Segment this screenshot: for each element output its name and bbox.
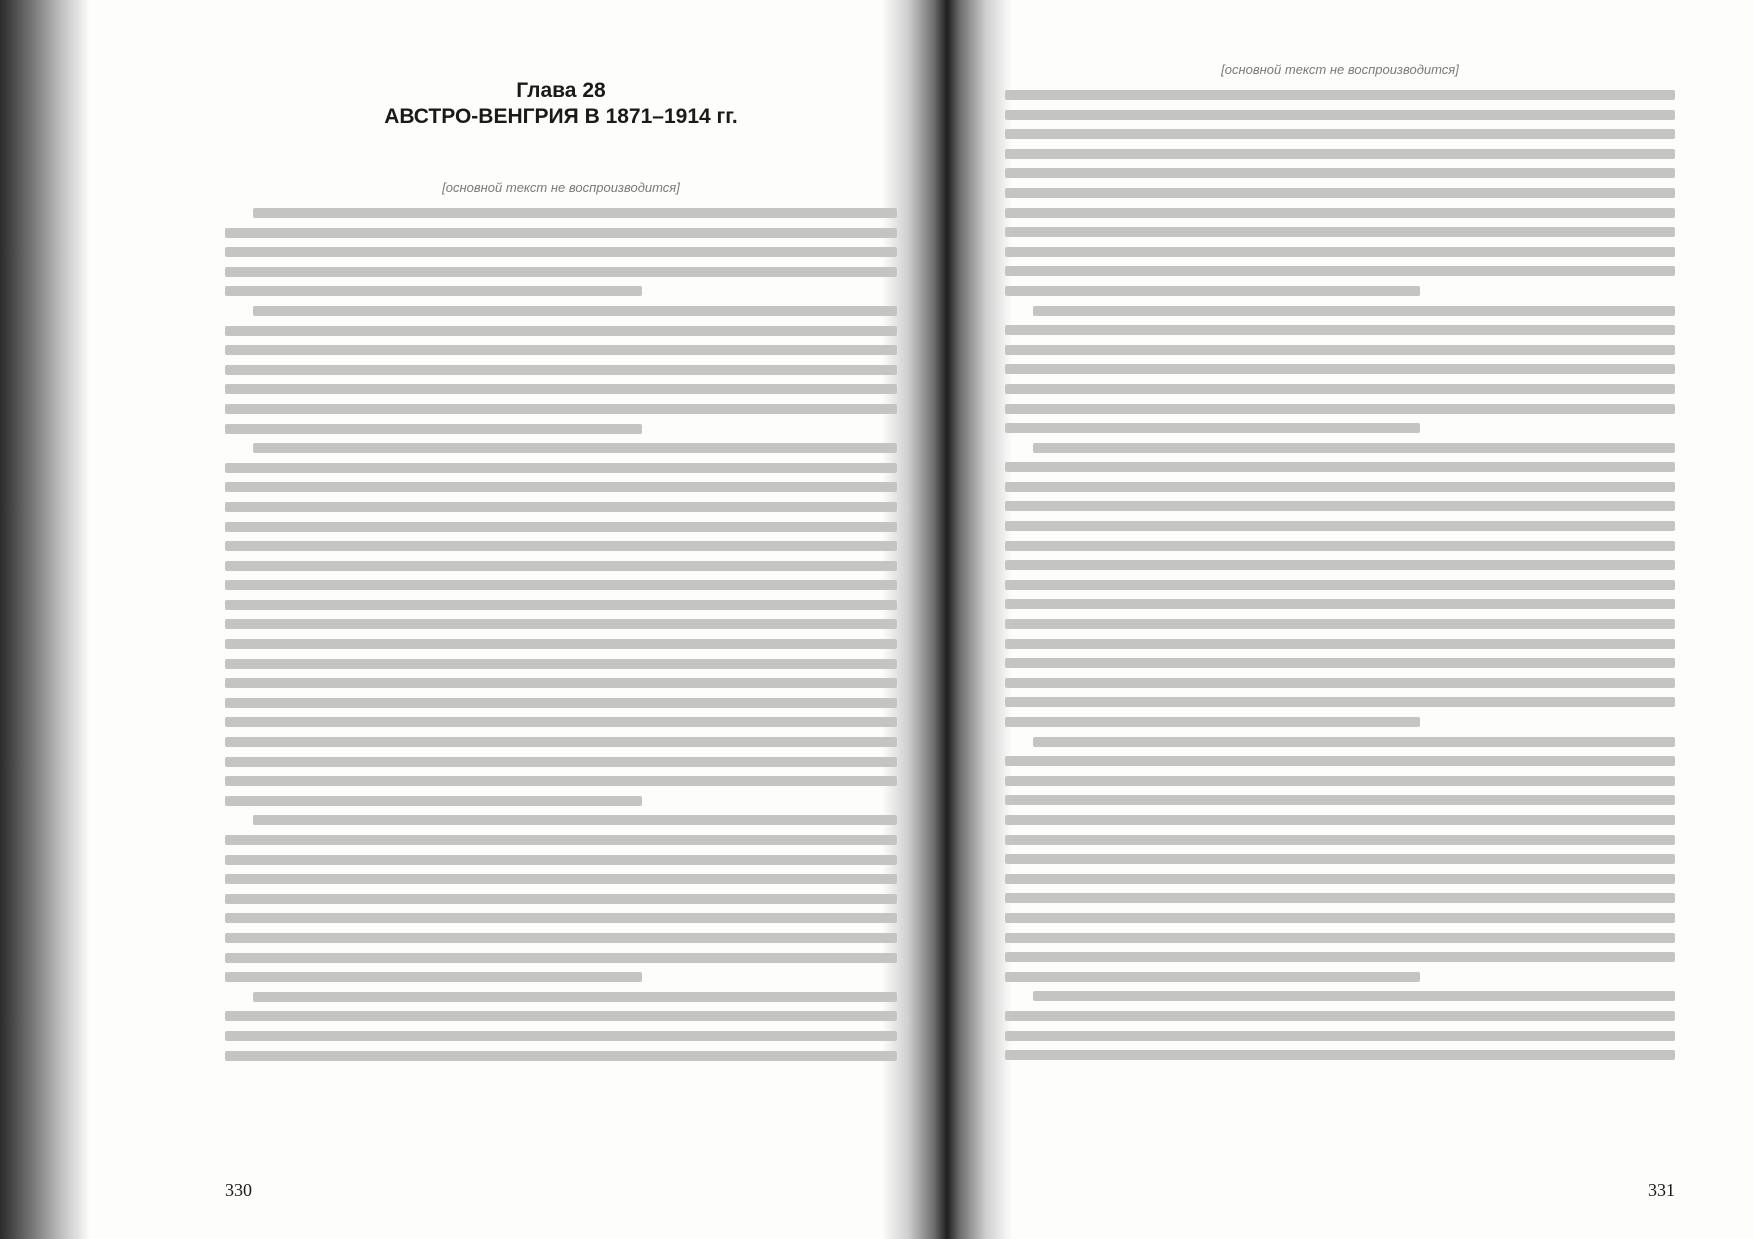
text-line-placeholder (1005, 717, 1420, 727)
text-line-placeholder (1005, 619, 1675, 629)
body-placeholder-caption: [основной текст не воспроизводится] (442, 180, 680, 195)
text-line-placeholder (1005, 1011, 1675, 1021)
text-line-placeholder (1005, 208, 1675, 218)
text-line-placeholder (1033, 737, 1675, 747)
text-line-placeholder (1005, 90, 1675, 100)
text-line-placeholder (225, 384, 897, 394)
text-line-placeholder (1005, 423, 1420, 433)
page-number: 331 (1648, 1180, 1675, 1200)
text-line-placeholder (225, 757, 897, 767)
text-line-placeholder (225, 345, 897, 355)
text-line-placeholder (225, 522, 897, 532)
body-text-placeholder (225, 208, 897, 1070)
text-line-placeholder (225, 482, 897, 492)
text-line-placeholder (225, 1051, 897, 1061)
text-line-placeholder (1005, 541, 1675, 551)
text-line-placeholder (1005, 521, 1675, 531)
text-line-placeholder (253, 815, 897, 825)
text-line-placeholder (225, 286, 642, 296)
text-line-placeholder (1005, 933, 1675, 943)
text-line-placeholder (1005, 149, 1675, 159)
text-line-placeholder (225, 874, 897, 884)
text-line-placeholder (225, 247, 897, 257)
text-line-placeholder (1005, 501, 1675, 511)
text-line-placeholder (225, 541, 897, 551)
text-line-placeholder (1005, 913, 1675, 923)
text-line-placeholder (1005, 188, 1675, 198)
body-text-placeholder (1005, 90, 1675, 1070)
text-line-placeholder (225, 835, 897, 845)
text-line-placeholder (225, 972, 642, 982)
text-line-placeholder (1005, 345, 1675, 355)
text-line-placeholder (1005, 835, 1675, 845)
text-line-placeholder (1005, 658, 1675, 668)
right-page (1005, 0, 1675, 1239)
text-line-placeholder (225, 267, 897, 277)
text-line-placeholder (1005, 247, 1675, 257)
text-line-placeholder (253, 443, 897, 453)
text-line-placeholder (1005, 110, 1675, 120)
text-line-placeholder (253, 208, 897, 218)
text-line-placeholder (225, 1031, 897, 1041)
text-line-placeholder (1005, 599, 1675, 609)
text-line-placeholder (1005, 384, 1675, 394)
text-line-placeholder (225, 894, 897, 904)
text-line-placeholder (1005, 815, 1675, 825)
text-line-placeholder (1005, 404, 1675, 414)
page-number: 330 (225, 1180, 252, 1200)
text-line-placeholder (1005, 482, 1675, 492)
text-line-placeholder (225, 678, 897, 688)
chapter-heading (225, 78, 897, 130)
text-line-placeholder (1005, 795, 1675, 805)
text-line-placeholder (1005, 776, 1675, 786)
book-gutter (882, 0, 1012, 1239)
text-line-placeholder (225, 1011, 897, 1021)
text-line-placeholder (1005, 893, 1675, 903)
text-line-placeholder (253, 306, 897, 316)
text-line-placeholder (1005, 129, 1675, 139)
text-line-placeholder (1005, 168, 1675, 178)
text-line-placeholder (225, 502, 897, 512)
text-line-placeholder (225, 365, 897, 375)
text-line-placeholder (1005, 756, 1675, 766)
text-line-placeholder (1005, 854, 1675, 864)
text-line-placeholder (1005, 462, 1675, 472)
text-line-placeholder (1005, 227, 1675, 237)
text-line-placeholder (225, 776, 897, 786)
text-line-placeholder (1005, 580, 1675, 590)
text-line-placeholder (225, 424, 642, 434)
text-line-placeholder (225, 600, 897, 610)
text-line-placeholder (1005, 1050, 1675, 1060)
text-line-placeholder (225, 659, 897, 669)
text-line-placeholder (1005, 697, 1675, 707)
text-line-placeholder (1005, 560, 1675, 570)
text-line-placeholder (225, 737, 897, 747)
text-line-placeholder (1033, 443, 1675, 453)
text-line-placeholder (1033, 306, 1675, 316)
text-line-placeholder (1005, 972, 1420, 982)
text-line-placeholder (1005, 364, 1675, 374)
text-line-placeholder (1005, 286, 1420, 296)
text-line-placeholder (225, 228, 897, 238)
text-line-placeholder (1005, 874, 1675, 884)
text-line-placeholder (1005, 1031, 1675, 1041)
body-placeholder-caption: [основной текст не воспроизводится] (1221, 62, 1459, 77)
text-line-placeholder (225, 933, 897, 943)
text-line-placeholder (225, 913, 897, 923)
page-edge-shadow (0, 0, 90, 1239)
text-line-placeholder (253, 992, 897, 1002)
text-line-placeholder (225, 953, 897, 963)
text-line-placeholder (225, 404, 897, 414)
text-line-placeholder (1033, 991, 1675, 1001)
chapter-label: Глава 28 (516, 79, 606, 102)
text-line-placeholder (225, 619, 897, 629)
text-line-placeholder (1005, 266, 1675, 276)
text-line-placeholder (1005, 678, 1675, 688)
text-line-placeholder (1005, 639, 1675, 649)
text-line-placeholder (225, 717, 897, 727)
left-page (225, 0, 897, 1239)
text-line-placeholder (225, 463, 897, 473)
text-line-placeholder (225, 580, 897, 590)
text-line-placeholder (225, 698, 897, 708)
text-line-placeholder (225, 855, 897, 865)
text-line-placeholder (1005, 952, 1675, 962)
text-line-placeholder (1005, 325, 1675, 335)
text-line-placeholder (225, 561, 897, 571)
text-line-placeholder (225, 796, 642, 806)
text-line-placeholder (225, 326, 897, 336)
text-line-placeholder (225, 639, 897, 649)
chapter-title: АВСТРО-ВЕНГРИЯ В 1871–1914 гг. (384, 105, 738, 128)
